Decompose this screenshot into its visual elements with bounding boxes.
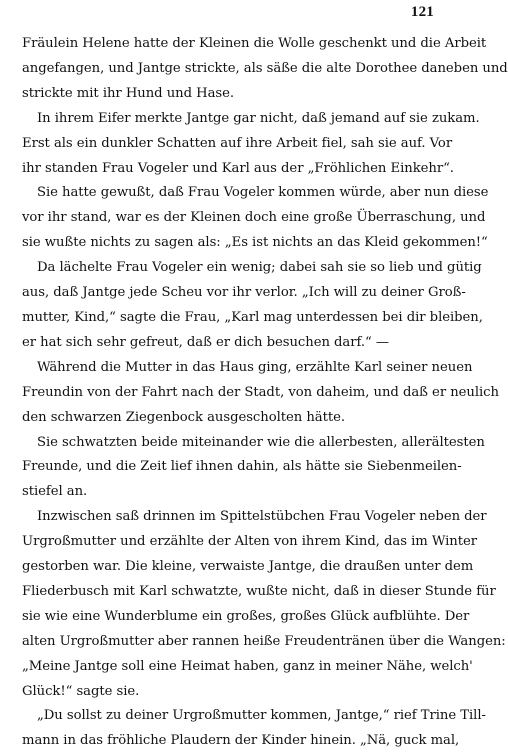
text-line: sie wußte nichts zu sagen als: „Es ist nichts an das Kleid gekommen!“ <box>22 235 488 251</box>
text-line: gestorben war. Die kleine, verwaiste Jantge, die draußen unter dem <box>22 559 474 575</box>
page-number: 121 <box>410 4 434 20</box>
text-line: Urgroßmutter und erzählte der Alten von ihrem Kind, das im Winter <box>22 534 477 550</box>
text-line: Freunde, und die Zeit lief ihnen dahin, als hätte sie Siebenmeilen- <box>22 459 462 475</box>
text-line: Sie schwatzten beide miteinander wie die allerbesten, allerältesten <box>37 434 485 450</box>
text-line: ihr standen Frau Vogeler und Karl aus der „Fröhlichen Einkehr“. <box>22 160 454 176</box>
text-line: Freundin von der Fahrt nach der Stadt, von daheim, und daß er neulich <box>22 384 499 400</box>
text-line: vor ihr stand, war es der Kleinen doch eine große Überraschung, und <box>22 210 486 226</box>
text-line: sie wie eine Wunderblume ein großes, großes Glück aufblühte. Der <box>22 608 470 624</box>
body-text <box>22 32 508 754</box>
text-line: Fliederbusch mit Karl schwatzte, wußte nicht, daß in dieser Stunde für <box>22 583 496 599</box>
text-line: strickte mit ihr Hund und Hase. <box>22 85 235 101</box>
text-line: Während die Mutter in das Haus ging, erzählte Karl seiner neuen <box>37 359 473 375</box>
text-line: Fräulein Helene hatte der Kleinen die Wolle geschenkt und die Arbeit <box>22 36 487 51</box>
text-line: „Du sollst zu deiner Urgroßmutter kommen, Jantge,“ rief Trine Till- <box>37 708 486 724</box>
text-line: mutter, Kind,“ sagte die Frau, „Karl mag unterdessen bei dir bleiben, <box>22 309 483 325</box>
text-line: den schwarzen Ziegenbock ausgescholten hätte. <box>22 409 346 425</box>
text-line: Inzwischen saß drinnen im Spittelstübchen Frau Vogeler neben der <box>37 509 487 525</box>
text-line: er hat sich sehr gefreut, daß er dich besuchen darf.“ — <box>22 334 389 350</box>
text-line: angefangen, und Jantge strickte, als säße die alte Dorothee daneben und <box>22 60 508 76</box>
text-line: mann in das fröhliche Plaudern der Kinder hinein. „Nä, guck mal, <box>22 733 460 749</box>
text-line: Da lächelte Frau Vogeler ein wenig; dabei sah sie so lieb und gütig <box>37 260 482 276</box>
text-line: aus, daß Jantge jede Scheu vor ihr verlor. „Ich will zu deiner Groß- <box>22 285 466 301</box>
text-line: „Meine Jantge soll eine Heimat haben, ganz in meiner Nähe, welch' <box>22 658 473 674</box>
text-line: Sie hatte gewußt, daß Frau Vogeler kommen würde, aber nun diese <box>37 185 489 201</box>
text-line: In ihrem Eifer merkte Jantge gar nicht, daß jemand auf sie zukam. <box>37 110 480 126</box>
text-line: Erst als ein dunkler Schatten auf ihre Arbeit fiel, sah sie auf. Vor <box>22 135 453 151</box>
text-line: stiefel an. <box>22 484 88 500</box>
text-line: alten Urgroßmutter aber rannen heiße Freudentränen über die Wangen: <box>22 633 506 649</box>
text-line: Glück!“ sagte sie. <box>22 683 140 699</box>
